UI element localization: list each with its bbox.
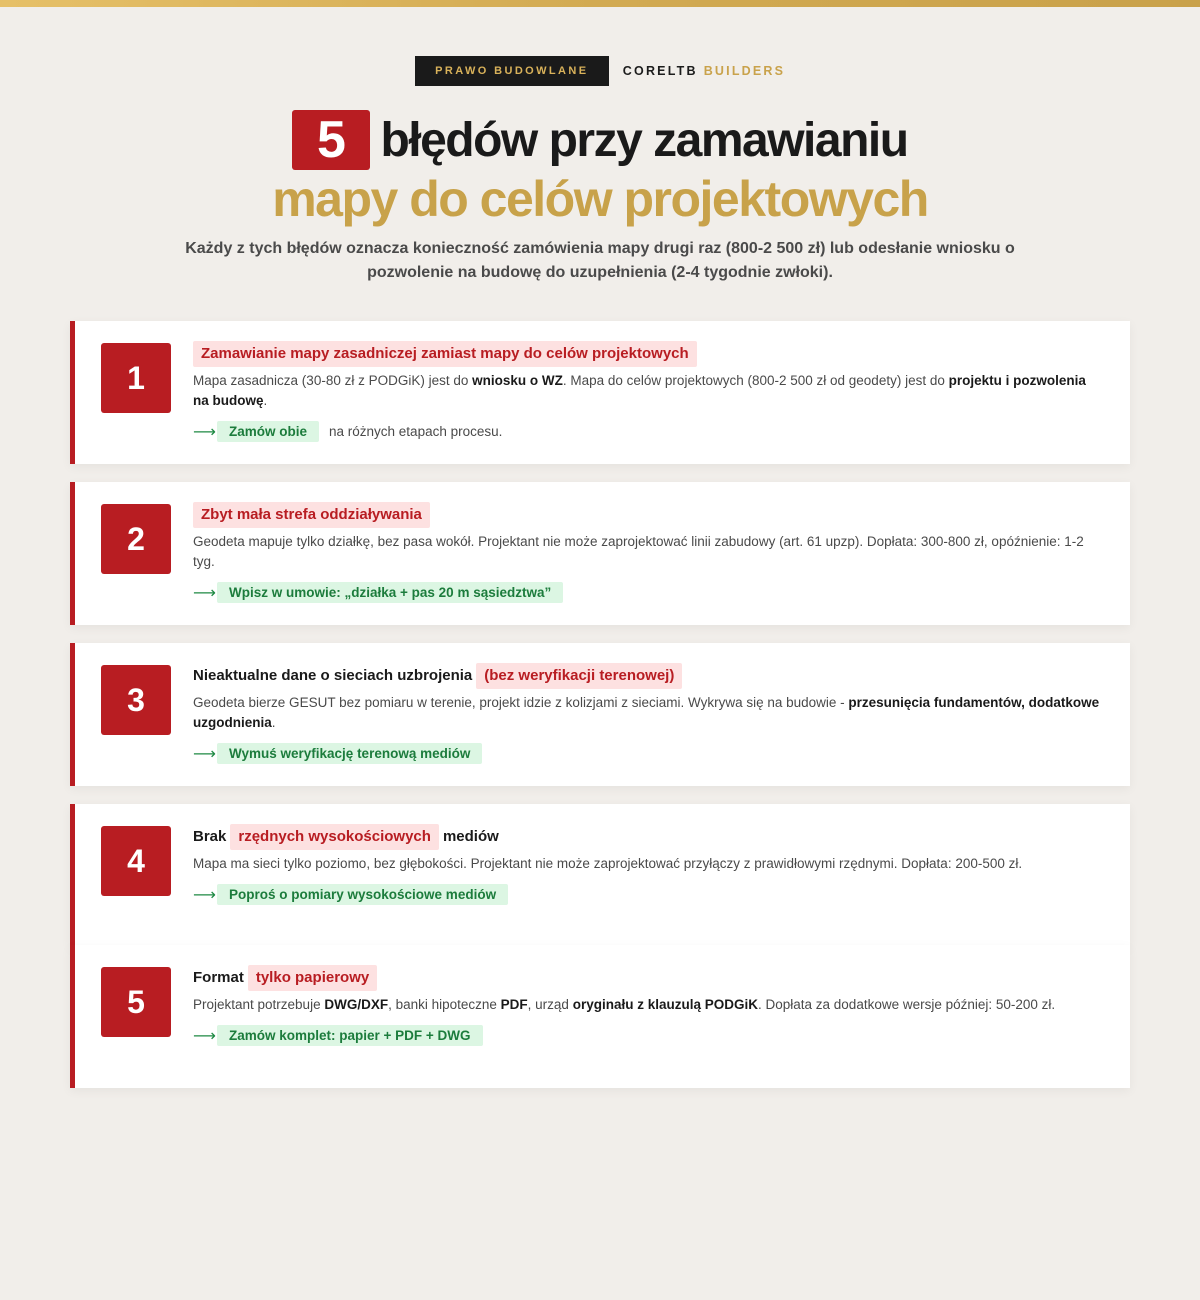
- error-number-badge: 1: [101, 343, 171, 413]
- error-card-body: [193, 824, 1103, 905]
- description-text: Mapa ma sieci tylko poziomo, bez głębokości. Projektant nie może zaprojektować przyłączy z prawidłowymi rzędnymi. Dopłata: 200-500 zł.: [193, 856, 1023, 871]
- error-title-text: Nieaktualne dane o sieciach uzbrojenia: [193, 667, 473, 684]
- fix-recommendation: Wymuś weryfikację terenową mediów: [217, 743, 482, 764]
- error-title-text: Brak: [193, 828, 227, 845]
- category-badge: PRAWO BUDOWLANE: [415, 56, 609, 86]
- title-number-badge: 5: [292, 110, 370, 170]
- error-card-body: [193, 965, 1103, 1046]
- error-description: [193, 371, 1103, 411]
- error-description: [193, 854, 1103, 874]
- description-emphasis: oryginału z klauzulą PODGiK: [572, 997, 758, 1012]
- error-title: [193, 965, 1103, 991]
- description-text: Geodeta bierze GESUT bez pomiaru w terenie, projekt idzie z kolizjami z sieciami. Wykrywa się na budowie -: [193, 695, 849, 710]
- error-title: [193, 663, 1103, 689]
- title-line2: mapy do celów projektowych: [272, 171, 928, 227]
- fix-recommendation: Zamów obie: [217, 421, 319, 442]
- error-title-text: mediów: [442, 828, 499, 845]
- error-title: [193, 824, 1103, 850]
- description-emphasis: projektu i pozwolenia na budowę: [193, 373, 1086, 408]
- error-number-badge: 2: [101, 504, 171, 574]
- error-title-highlight: Zamawianie mapy zasadniczej zamiast mapy do celów projektowych: [193, 341, 697, 367]
- error-card-body: [193, 502, 1103, 603]
- error-description: [193, 532, 1103, 572]
- error-description: [193, 995, 1103, 1015]
- fix-recommendation: Poproś o pomiary wysokościowe mediów: [217, 884, 508, 905]
- error-card-body: [193, 341, 1103, 442]
- description-text: . Dopłata za dodatkowe wersje później: 50-200 zł.: [758, 997, 1056, 1012]
- error-title-highlight: rzędnych wysokościowych: [230, 824, 439, 850]
- error-title-highlight: tylko papierowy: [248, 965, 377, 991]
- error-card-5: [70, 945, 1130, 1088]
- error-title: [193, 341, 1103, 367]
- fix-recommendation: Wpisz w umowie: „działka + pas 20 m sąsiedztwa”: [217, 582, 563, 603]
- title-line1: błędów przy zamawianiu: [380, 113, 908, 167]
- description-text: , urząd: [527, 997, 573, 1012]
- description-text: .: [263, 393, 268, 408]
- description-text: , banki hipoteczne: [388, 997, 501, 1012]
- arrow-right-icon: ⟶: [193, 423, 216, 441]
- arrow-right-icon: ⟶: [193, 584, 216, 602]
- error-title-highlight: (bez weryfikacji terenowej): [476, 663, 682, 689]
- arrow-right-icon: ⟶: [193, 886, 216, 904]
- description-emphasis: DWG/DXF: [324, 997, 389, 1012]
- intro-text: Każdy z tych błędów oznacza konieczność zamówienia mapy drugi raz (800-2 500 zł) lub odesłanie wniosku o pozwolenie na budowę do uzupełnienia (2-4 tygodnie zwłoki).: [185, 240, 1015, 281]
- error-card-2: [70, 482, 1130, 625]
- description-text: Geodeta mapuje tylko działkę, bez pasa wokół. Projektant nie może zaprojektować linii zabudowy (art. 61 upzp). Dopłata: 300-800 zł, opóźnienie: 1-2 tyg.: [193, 534, 1084, 569]
- description-emphasis: PDF: [500, 997, 528, 1012]
- arrow-right-icon: ⟶: [193, 1027, 216, 1045]
- error-title-highlight: Zbyt mała strefa oddziaływania: [193, 502, 430, 528]
- header-row: [0, 56, 1200, 86]
- brand-suffix: BUILDERS: [703, 64, 786, 78]
- description-text: Mapa zasadnicza (30-80 zł z PODGiK) jest do: [193, 373, 473, 388]
- description-emphasis: wniosku o WZ: [472, 373, 563, 388]
- description-text: .: [271, 715, 276, 730]
- error-description: [193, 693, 1103, 733]
- fix-row: [193, 1025, 1103, 1046]
- description-text: Projektant potrzebuje: [193, 997, 325, 1012]
- page-title: [0, 110, 1200, 170]
- top-accent-bar: [0, 0, 1200, 7]
- error-title-text: Format: [193, 969, 244, 986]
- fix-row: [193, 421, 1103, 442]
- fix-row: [193, 582, 1103, 603]
- error-number-badge: 3: [101, 665, 171, 735]
- brand-logo: [623, 64, 785, 78]
- error-number-badge: 4: [101, 826, 171, 896]
- fix-suffix: na różnych etapach procesu.: [329, 424, 503, 439]
- error-number-badge: 5: [101, 967, 171, 1037]
- error-card-3: [70, 643, 1130, 786]
- description-text: . Mapa do celów projektowych (800-2 500 zł od geodety) jest do: [562, 373, 949, 388]
- fix-recommendation: Zamów komplet: papier + PDF + DWG: [217, 1025, 483, 1046]
- description-emphasis: przesunięcia fundamentów, dodatkowe uzgodnienia: [193, 695, 1100, 730]
- error-card-4: [70, 804, 1130, 947]
- arrow-right-icon: ⟶: [193, 745, 216, 763]
- fix-row: [193, 743, 1103, 764]
- brand-name: CORELTB: [622, 64, 698, 78]
- error-card-1: [70, 321, 1130, 464]
- error-title: [193, 502, 1103, 528]
- error-card-body: [193, 663, 1103, 764]
- fix-row: [193, 884, 1103, 905]
